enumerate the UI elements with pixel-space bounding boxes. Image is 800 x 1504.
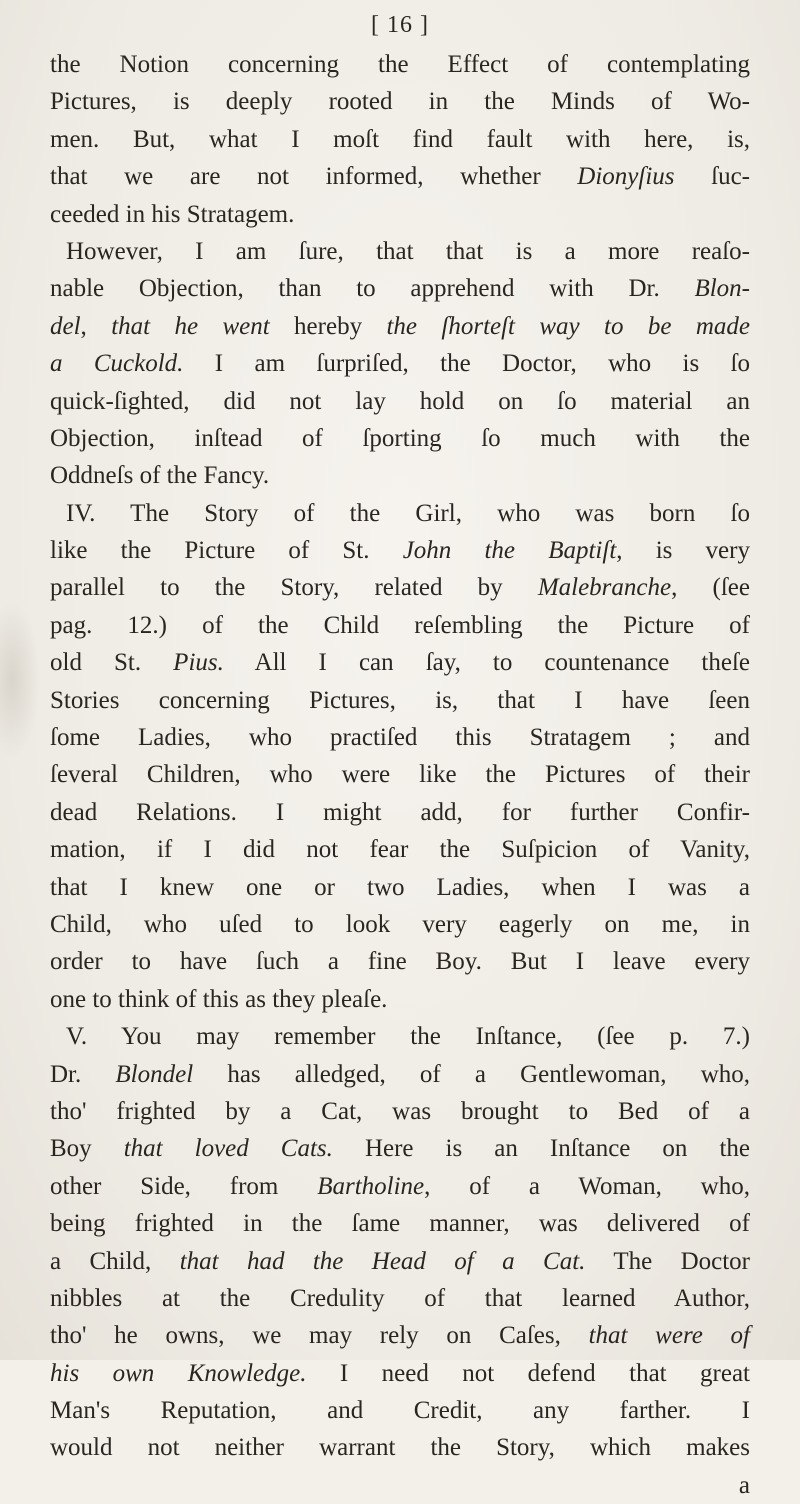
- text-run: a Child,: [50, 1247, 180, 1275]
- text-run: nable Objection, than to apprehend with Dr.: [50, 275, 695, 303]
- text-run: order to have ſuch a fine Boy. But I leave every: [50, 948, 750, 976]
- text-run: , is very: [616, 537, 750, 565]
- italic-text: Dionyſius: [577, 163, 675, 191]
- text-line: [50, 1130, 750, 1167]
- italic-text: the ſhorteſt way to be made: [386, 312, 750, 340]
- text-run: ſeveral Children, who were like the Pictures of their: [50, 761, 750, 789]
- text-run: tho' he owns, we may rely on Caſes,: [50, 1322, 589, 1350]
- text-run: The Doctor: [585, 1247, 750, 1275]
- text-run: ,: [80, 312, 112, 340]
- text-line: [50, 682, 750, 719]
- italic-text: that loved Cats.: [123, 1135, 333, 1163]
- text-run: one to think of this as they pleaſe.: [50, 985, 388, 1013]
- text-run: ſuc-: [674, 163, 750, 191]
- text-run: Here is an Inſtance on the: [332, 1135, 750, 1163]
- text-run: Man's Reputation, and Credit, any farther. I: [50, 1397, 750, 1425]
- text-line: [50, 457, 750, 494]
- text-run: dead Relations. I might add, for further Confir-: [50, 798, 750, 826]
- text-line: [50, 906, 750, 943]
- text-line: [50, 943, 750, 980]
- text-run: like the Picture of St.: [50, 537, 403, 565]
- text-line: [50, 756, 750, 793]
- text-line: [50, 981, 750, 1018]
- text-run: pag. 12.) of the Child reſembling the Picture of: [50, 611, 750, 639]
- text-run: being frighted in the ſame manner, was delivered of: [50, 1210, 750, 1238]
- text-line: [50, 1056, 750, 1093]
- text-line: [50, 644, 750, 681]
- text-run: Pictures, is deeply rooted in the Minds of Wo-: [50, 88, 750, 116]
- italic-text: that had the Head of a Cat.: [179, 1247, 586, 1275]
- italic-text: Blon-: [694, 275, 750, 303]
- text-run: Dr.: [50, 1060, 116, 1088]
- text-line: [50, 420, 750, 457]
- text-run: I need not defend that great: [306, 1359, 751, 1387]
- text-run: the Notion concerning the Effect of contemplating: [50, 51, 750, 78]
- text-run: other Side, from: [50, 1172, 318, 1200]
- text-run: quick-ſighted, did not lay hold on ſo material an: [50, 387, 750, 415]
- text-run: tho' frighted by a Cat, was brought to Bed of a: [50, 1097, 750, 1125]
- text-run: Child, who uſed to look very eagerly on me, in: [50, 910, 750, 938]
- text-line: [50, 1243, 750, 1280]
- text-run: All I can ſay, to countenance theſe: [223, 649, 750, 677]
- italic-text: John the Baptiſt: [402, 537, 617, 565]
- text-line: [50, 308, 750, 345]
- text-line: [50, 1317, 750, 1354]
- text-line: [50, 1018, 750, 1055]
- text-line: [50, 1093, 750, 1130]
- text-line: [50, 495, 750, 532]
- text-run: V. You may remember the Inſtance, (ſee p. 7.): [66, 1023, 750, 1051]
- text-line: [50, 1355, 750, 1392]
- text-line: [50, 196, 750, 233]
- text-run: However, I am ſure, that that is a more reaſo-: [66, 237, 750, 265]
- italic-text: his own Knowledge.: [50, 1359, 307, 1387]
- text-run: , (ſee: [671, 574, 750, 602]
- italic-text: Blondel: [115, 1060, 194, 1088]
- text-run: Boy: [50, 1135, 124, 1163]
- text-line: [50, 532, 750, 569]
- text-line: [50, 345, 750, 382]
- page-header: [ 16 ]: [371, 12, 429, 38]
- text-line: [50, 607, 750, 644]
- text-line: [50, 1429, 750, 1466]
- text-line: [50, 569, 750, 606]
- text-line: [50, 121, 750, 158]
- text-run: has alledged, of a Gentlewoman, who,: [193, 1060, 751, 1088]
- body-text: [50, 46, 798, 1504]
- text-run: that I knew one or two Ladies, when I was a: [50, 873, 750, 901]
- italic-text: Bartholine: [317, 1172, 425, 1200]
- text-line: [50, 831, 750, 868]
- text-run: parallel to the Story, related by: [50, 574, 538, 602]
- text-run: nibbles at the Credulity of that learned Author,: [50, 1284, 750, 1312]
- text-line: [50, 158, 750, 195]
- text-run: Stories concerning Pictures, is, that I have ſeen: [50, 686, 750, 714]
- text-run: men. But, what I moſt find fault with here, is,: [50, 125, 750, 153]
- text-run: IV. The Story of the Girl, who was born ſo: [66, 499, 750, 527]
- text-run: ſome Ladies, who practiſed this Stratagem ; and: [50, 724, 750, 752]
- italic-text: a Cuckold.: [50, 350, 184, 378]
- text-run: Oddneſs of the Fancy.: [50, 462, 270, 490]
- text-line: [50, 46, 750, 83]
- text-run: I am ſurpriſed, the Doctor, who is ſo: [183, 350, 750, 378]
- italic-text: that were of: [588, 1322, 750, 1350]
- catchword: a: [738, 1471, 750, 1499]
- text-line: [50, 1280, 750, 1317]
- text-run: old St.: [50, 649, 174, 677]
- italic-text: del: [50, 312, 81, 340]
- text-run: would not neither warrant the Story, which makes: [50, 1434, 750, 1462]
- text-line: [50, 1205, 750, 1242]
- italic-text: Malebranche: [537, 574, 672, 602]
- text-line: [50, 719, 750, 756]
- text-line: [50, 83, 750, 120]
- text-run: , of a Woman, who,: [424, 1172, 750, 1200]
- text-run: mation, if I did not fear the Suſpicion of Vanity,: [50, 836, 750, 864]
- text-run: Objection, inſtead of ſporting ſo much with the: [50, 424, 750, 452]
- text-line: [50, 383, 750, 420]
- text-run: ceeded in his Stratagem.: [50, 200, 295, 228]
- margin-stain: [0, 600, 40, 760]
- text-line: [50, 270, 750, 307]
- text-line: [50, 1392, 750, 1429]
- text-run: hereby: [269, 312, 387, 340]
- text-run: that we are not informed, whether: [50, 163, 578, 191]
- italic-text: Pius.: [173, 649, 224, 677]
- text-line: [50, 1168, 750, 1205]
- text-line: [50, 794, 750, 831]
- italic-text: that he went: [111, 312, 270, 340]
- text-line: [50, 869, 750, 906]
- text-line: [50, 233, 750, 270]
